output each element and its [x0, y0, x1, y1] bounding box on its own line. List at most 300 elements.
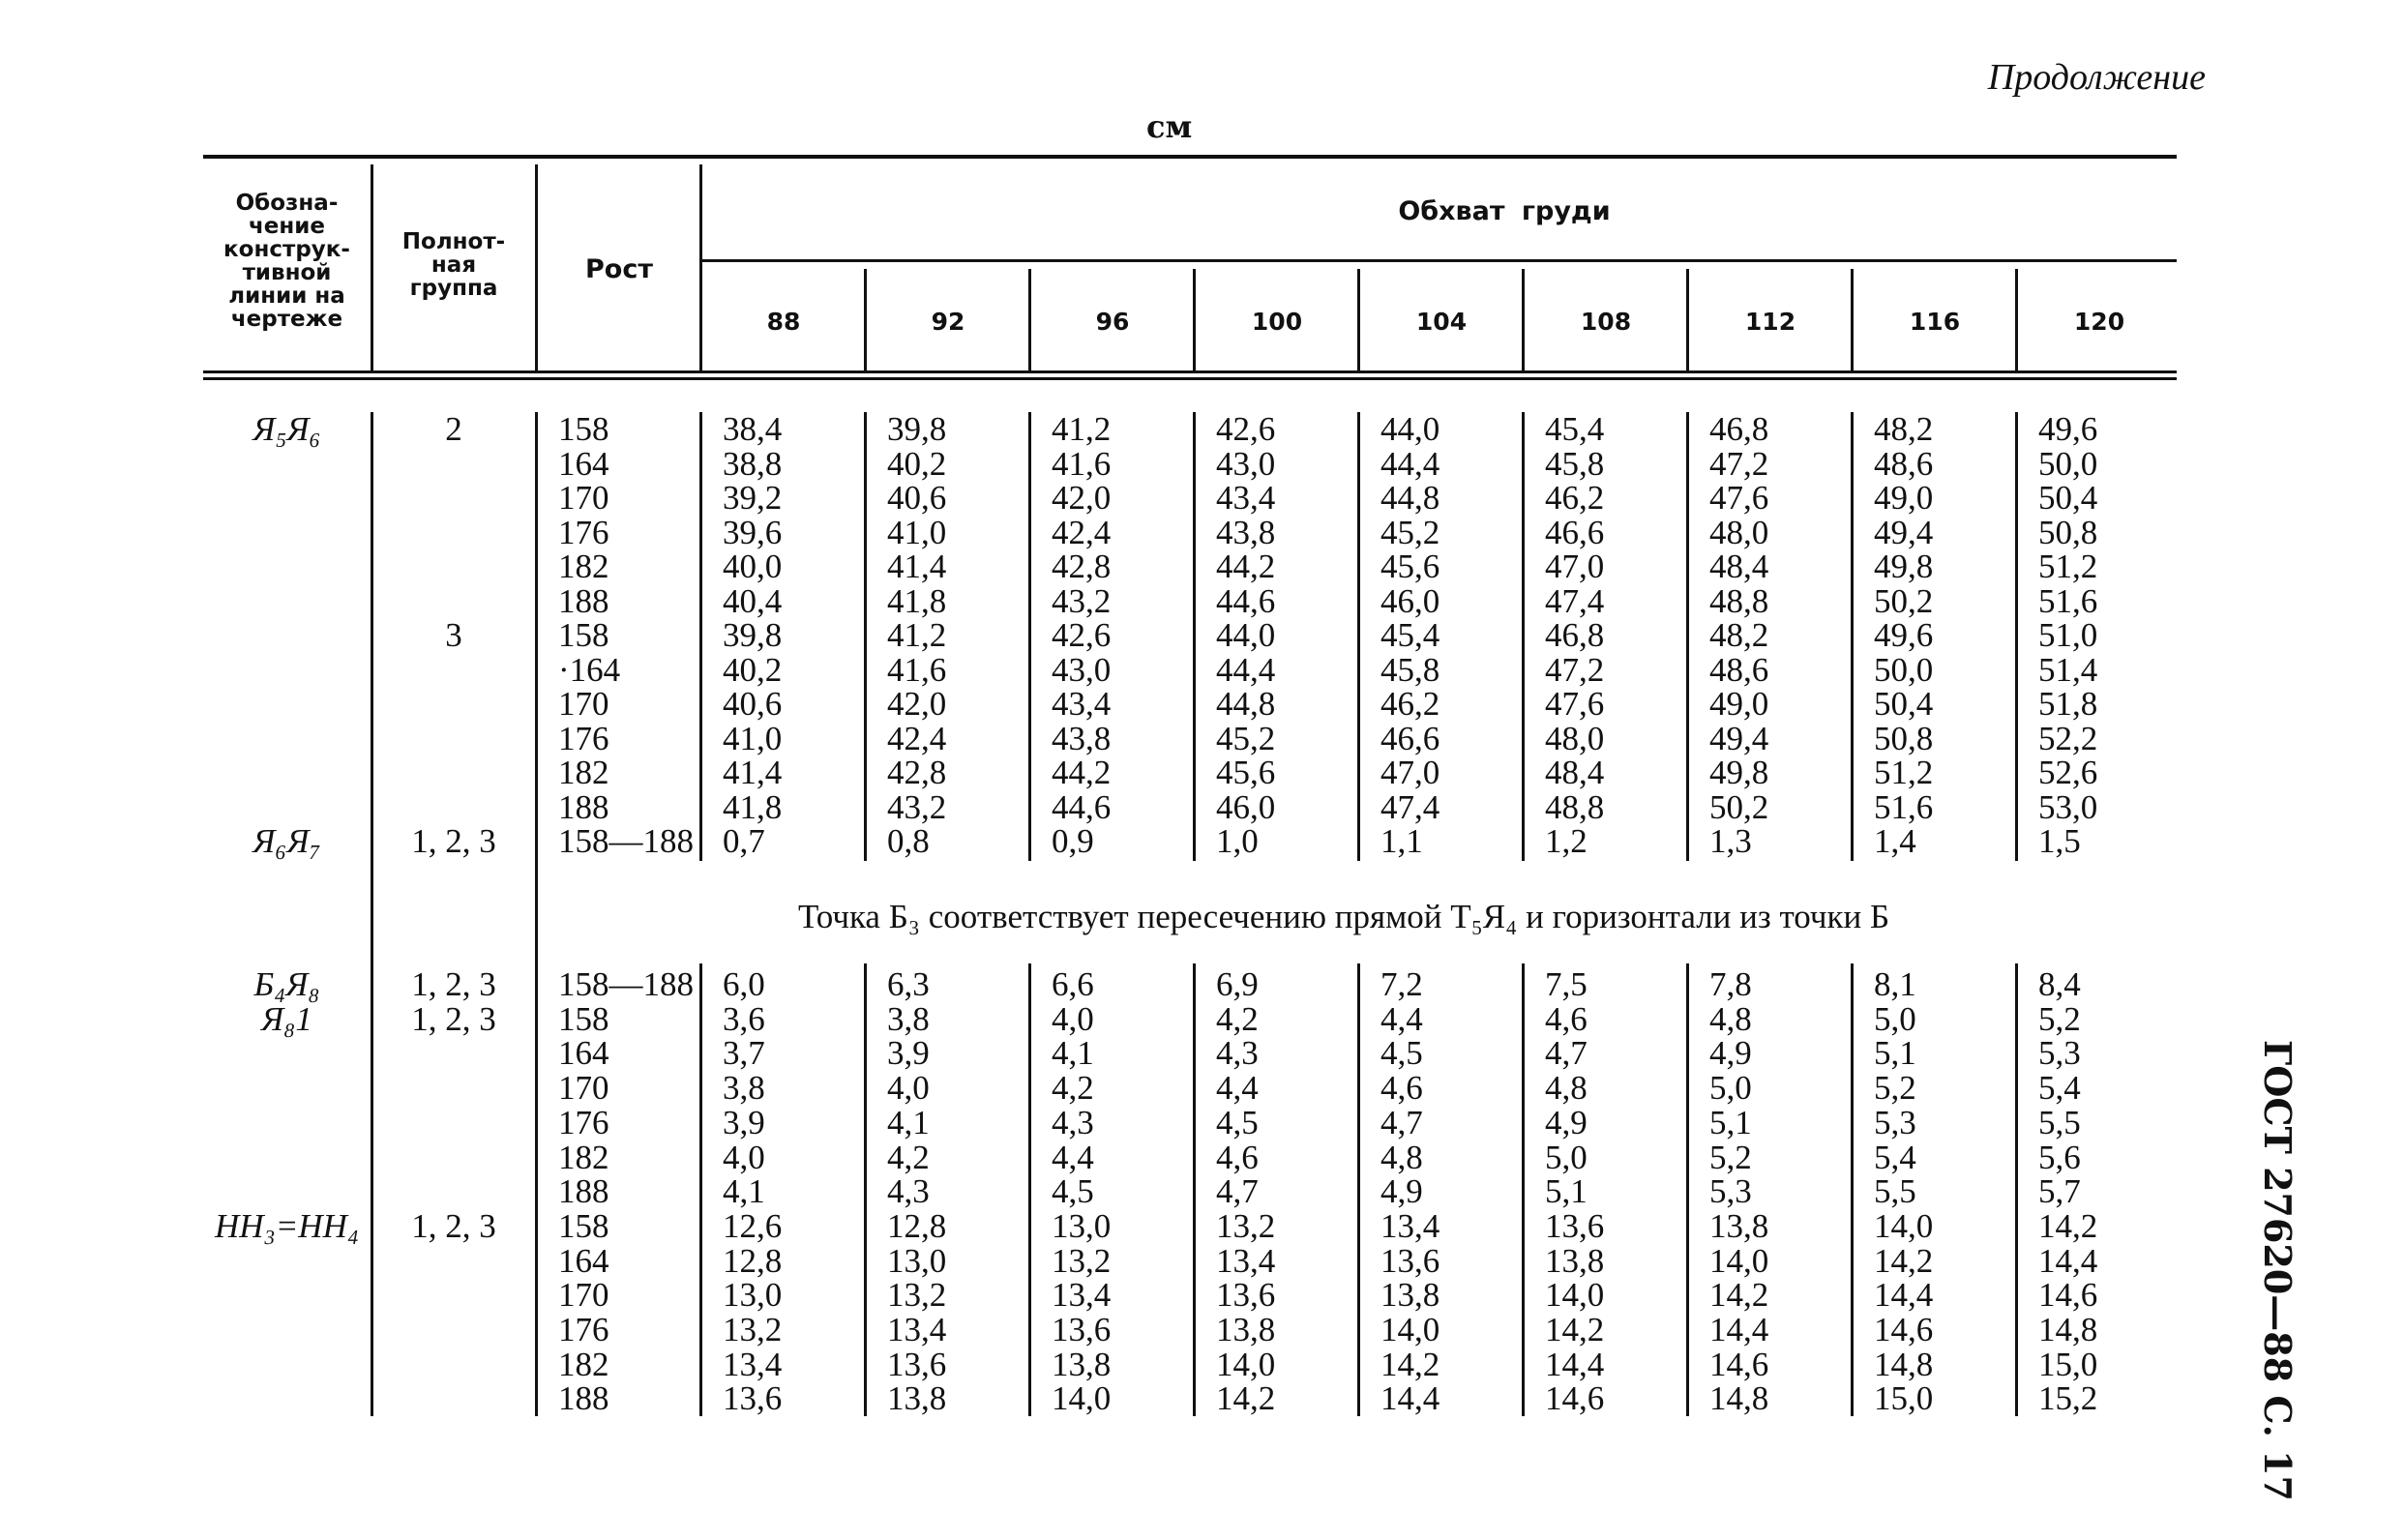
table-cell: 13,2: [723, 1311, 783, 1348]
table-cell: 43,4: [1216, 479, 1276, 517]
table-cell: 1,4: [1874, 822, 1916, 860]
table-cell: 42,6: [1216, 410, 1276, 448]
table-cell: 52,6: [2038, 754, 2098, 791]
table-cell: 49,0: [1874, 479, 1934, 517]
table-cell: 48,6: [1874, 444, 1934, 483]
row-height: 188: [558, 581, 609, 620]
table-cell: 14,2: [1709, 1276, 1769, 1315]
table-cell: 43,0: [1216, 444, 1276, 483]
table-cell: 50,8: [2038, 513, 2098, 551]
table-cell: 6,6: [1052, 965, 1094, 1003]
table-cell: 14,4: [1380, 1379, 1440, 1418]
table-cell: 49,8: [1709, 754, 1769, 791]
table-cell: 13,6: [1545, 1206, 1605, 1245]
table-cell: 14,2: [1545, 1311, 1605, 1348]
table-cell: 4,4: [1216, 1069, 1259, 1108]
table-cell: 5,7: [2038, 1172, 2081, 1211]
table-cell: 44,2: [1052, 754, 1112, 791]
header-chest-value: 92: [931, 308, 965, 336]
table-cell: 14,0: [1545, 1276, 1605, 1315]
table-cell: 49,4: [1874, 513, 1934, 551]
table-cell: 42,0: [887, 685, 947, 723]
table-cell: 44,8: [1216, 685, 1276, 723]
table-cell: 5,3: [1709, 1172, 1752, 1211]
table-cell: 40,4: [723, 581, 783, 620]
row-height: 158: [558, 410, 609, 448]
table-cell: 39,8: [887, 410, 947, 448]
table-cell: 4,7: [1545, 1034, 1588, 1073]
table-cell: 12,6: [723, 1206, 783, 1245]
table-cell: 13,2: [1052, 1241, 1112, 1280]
table-cell: 46,8: [1545, 616, 1605, 654]
table-cell: 49,0: [1709, 685, 1769, 723]
header-fullness-group: Полнот- ная группа: [401, 229, 506, 301]
table-cell: 4,2: [1052, 1069, 1094, 1108]
table-cell: 4,8: [1545, 1069, 1588, 1108]
table-cell: 50,4: [1874, 685, 1934, 723]
table-cell: 39,2: [723, 479, 783, 517]
header-rule-2: [203, 377, 2177, 380]
table-cell: 42,8: [887, 754, 947, 791]
body-col-divider: [699, 963, 702, 1416]
row-fullness-group: 1, 2, 3: [411, 822, 496, 860]
table-cell: 48,2: [1709, 616, 1769, 654]
row-height: 188: [558, 1172, 609, 1211]
table-cell: 44,4: [1380, 444, 1440, 483]
row-height: 170: [558, 1069, 609, 1108]
continuation-label: Продолжение: [1987, 57, 2206, 98]
table-cell: 1,5: [2038, 822, 2081, 860]
table-cell: 43,2: [887, 787, 947, 826]
table-cell: 13,4: [1052, 1276, 1112, 1315]
table-cell: 4,9: [1545, 1103, 1588, 1141]
table-cell: 47,4: [1380, 787, 1440, 826]
table-cell: 13,6: [1380, 1241, 1440, 1280]
table-cell: 5,2: [1874, 1069, 1916, 1108]
table-cell: 51,6: [1874, 787, 1934, 826]
table-cell: 5,5: [1874, 1172, 1916, 1211]
table-cell: 4,4: [1380, 999, 1423, 1038]
table-cell: 6,9: [1216, 965, 1259, 1003]
row-height: 182: [558, 548, 609, 585]
table-cell: 14,6: [1709, 1345, 1769, 1383]
table-cell: 3,8: [723, 1069, 765, 1108]
table-cell: 50,0: [1874, 650, 1934, 689]
table-cell: 13,6: [723, 1379, 783, 1418]
table-cell: 13,4: [1380, 1206, 1440, 1245]
table-cell: 4,7: [1380, 1103, 1423, 1141]
table-cell: 4,1: [887, 1103, 930, 1141]
table-cell: 47,0: [1545, 548, 1605, 585]
table-cell: 13,8: [1709, 1206, 1769, 1245]
table-cell: 39,8: [723, 616, 783, 654]
table-cell: 50,0: [2038, 444, 2098, 483]
body-chest-divider: [864, 412, 867, 861]
table-cell: 46,0: [1216, 787, 1276, 826]
row-line-label: Я₈1: [261, 999, 312, 1038]
table-cell: 41,0: [723, 719, 783, 757]
table-cell: 47,2: [1709, 444, 1769, 483]
table-cell: 4,0: [1052, 999, 1094, 1038]
row-fullness-group: 1, 2, 3: [411, 1206, 496, 1245]
table-cell: 45,2: [1216, 719, 1276, 757]
table-cell: 53,0: [2038, 787, 2098, 826]
row-height: 170: [558, 479, 609, 517]
table-cell: 13,8: [1380, 1276, 1440, 1315]
table-cell: 13,8: [887, 1379, 947, 1418]
table-cell: 51,8: [2038, 685, 2098, 723]
body-chest-divider: [1522, 963, 1525, 1416]
header-chest-value: 100: [1251, 308, 1303, 336]
table-cell: 45,6: [1216, 754, 1276, 791]
row-height: 176: [558, 513, 609, 551]
table-cell: 43,2: [1052, 581, 1112, 620]
table-cell: 5,2: [1709, 1138, 1752, 1176]
table-cell: 14,0: [1216, 1345, 1276, 1383]
table-cell: 43,8: [1216, 513, 1276, 551]
table-cell: 45,4: [1380, 616, 1440, 654]
header-chest-value: 104: [1415, 308, 1468, 336]
table-cell: 44,8: [1380, 479, 1440, 517]
table-cell: 5,4: [1874, 1138, 1916, 1176]
table-cell: 5,3: [1874, 1103, 1916, 1141]
body-chest-divider: [1193, 963, 1196, 1416]
table-cell: 49,6: [1874, 616, 1934, 654]
table-cell: 12,8: [723, 1241, 783, 1280]
table-cell: 14,4: [1545, 1345, 1605, 1383]
table-cell: 40,6: [723, 685, 783, 723]
row-height: 188: [558, 1379, 609, 1418]
table-cell: 13,8: [1216, 1311, 1276, 1348]
table-cell: 4,3: [887, 1172, 930, 1211]
table-cell: 4,5: [1216, 1103, 1259, 1141]
unit-label: см: [1146, 108, 1193, 145]
body-chest-divider: [1522, 412, 1525, 861]
table-cell: 7,5: [1545, 965, 1588, 1003]
table-cell: 14,2: [1216, 1379, 1276, 1418]
table-cell: 14,8: [2038, 1311, 2098, 1348]
note-text: Точка Б₃ соответствует пересечению прямой Т₅Я₄ и горизонтали из точки Б: [798, 898, 1890, 935]
table-cell: 48,0: [1545, 719, 1605, 757]
table-cell: 41,0: [887, 513, 947, 551]
table-cell: 41,6: [887, 650, 947, 689]
table-cell: 48,8: [1545, 787, 1605, 826]
row-height: 158: [558, 1206, 609, 1245]
row-height: 176: [558, 719, 609, 757]
table-cell: 41,2: [887, 616, 947, 654]
body-col-divider: [371, 963, 373, 1416]
body-chest-divider: [1686, 412, 1689, 861]
row-height: 158: [558, 999, 609, 1038]
table-cell: 51,2: [2038, 548, 2098, 585]
table-cell: 41,8: [723, 787, 783, 826]
body-col-divider: [371, 412, 373, 861]
table-cell: 38,4: [723, 410, 783, 448]
body-chest-divider: [2015, 963, 2018, 1416]
table-cell: 6,3: [887, 965, 930, 1003]
header-chest-value: 108: [1580, 308, 1632, 336]
table-cell: 14,2: [1874, 1241, 1934, 1280]
table-cell: 44,2: [1216, 548, 1276, 585]
header-height: Рост: [585, 254, 653, 284]
table-cell: 51,6: [2038, 581, 2098, 620]
table-cell: 47,2: [1545, 650, 1605, 689]
table-cell: 49,8: [1874, 548, 1934, 585]
table-cell: 14,0: [1874, 1206, 1934, 1245]
table-cell: 0,8: [887, 822, 930, 860]
table-cell: 4,9: [1709, 1034, 1752, 1073]
header-chest-value: 96: [1095, 308, 1130, 336]
table-cell: 46,6: [1380, 719, 1440, 757]
table-cell: 42,0: [1052, 479, 1112, 517]
row-fullness-group: 3: [445, 616, 462, 654]
table-cell: 47,0: [1380, 754, 1440, 791]
row-height: 176: [558, 1103, 609, 1141]
table-cell: 14,8: [1709, 1379, 1769, 1418]
table-cell: 42,4: [887, 719, 947, 757]
body-col-divider: [535, 412, 538, 861]
table-cell: 4,3: [1052, 1103, 1094, 1141]
table-cell: 1,0: [1216, 822, 1259, 860]
body-chest-divider: [1357, 963, 1360, 1416]
table-cell: 12,8: [887, 1206, 947, 1245]
table-cell: 13,8: [1545, 1241, 1605, 1280]
table-cell: 3,9: [887, 1034, 930, 1073]
table-cell: 47,4: [1545, 581, 1605, 620]
table-cell: 4,8: [1380, 1138, 1423, 1176]
table-cell: 4,5: [1052, 1172, 1094, 1211]
table-cell: 4,1: [723, 1172, 765, 1211]
table-cell: 48,4: [1709, 548, 1769, 585]
table-cell: 48,2: [1874, 410, 1934, 448]
table-cell: 4,6: [1216, 1138, 1259, 1176]
table-cell: 13,6: [887, 1345, 947, 1383]
table-cell: 4,2: [887, 1138, 930, 1176]
table-cell: 5,0: [1874, 999, 1916, 1038]
table-cell: 41,2: [1052, 410, 1112, 448]
row-height: 158: [558, 616, 609, 654]
table-cell: 46,6: [1545, 513, 1605, 551]
table-cell: 40,2: [887, 444, 947, 483]
table-cell: 14,4: [1874, 1276, 1934, 1315]
body-chest-divider: [864, 963, 867, 1416]
table-cell: 44,6: [1052, 787, 1112, 826]
table-cell: 15,2: [2038, 1379, 2098, 1418]
table-cell: 50,2: [1709, 787, 1769, 826]
table-cell: 13,0: [1052, 1206, 1112, 1245]
table-cell: 41,4: [887, 548, 947, 585]
header-chest-value: 120: [2073, 308, 2125, 336]
header-chest-value: 88: [766, 308, 801, 336]
table-cell: 3,9: [723, 1103, 765, 1141]
table-cell: 46,2: [1545, 479, 1605, 517]
table-cell: 5,4: [2038, 1069, 2081, 1108]
table-cell: 44,0: [1380, 410, 1440, 448]
table-cell: 50,2: [1874, 581, 1934, 620]
body-col-divider: [371, 861, 373, 963]
table-cell: 14,0: [1380, 1311, 1440, 1348]
table-cell: 4,6: [1380, 1069, 1423, 1108]
table-cell: 51,2: [1874, 754, 1934, 791]
table-cell: 41,8: [887, 581, 947, 620]
table-cell: 15,0: [1874, 1379, 1934, 1418]
table-cell: 1,1: [1380, 822, 1423, 860]
table-cell: 44,4: [1216, 650, 1276, 689]
body-col-divider: [699, 412, 702, 861]
table-cell: 39,6: [723, 513, 783, 551]
table-cell: 7,8: [1709, 965, 1752, 1003]
row-fullness-group: 2: [445, 410, 462, 448]
table-cell: 8,4: [2038, 965, 2081, 1003]
table-cell: 6,0: [723, 965, 765, 1003]
table-cell: 42,8: [1052, 548, 1112, 585]
table-cell: 48,0: [1709, 513, 1769, 551]
table-cell: 0,9: [1052, 822, 1094, 860]
table-cell: 46,0: [1380, 581, 1440, 620]
table-cell: 44,6: [1216, 581, 1276, 620]
table-cell: 14,6: [1545, 1379, 1605, 1418]
table-cell: 5,0: [1709, 1069, 1752, 1108]
header-rule-1: [203, 370, 2177, 373]
table-cell: 46,8: [1709, 410, 1769, 448]
table-cell: 13,2: [887, 1276, 947, 1315]
table-cell: 43,8: [1052, 719, 1112, 757]
table-cell: 45,4: [1545, 410, 1605, 448]
table-cell: 4,3: [1216, 1034, 1259, 1073]
table-cell: 13,6: [1052, 1311, 1112, 1348]
row-height: 170: [558, 685, 609, 723]
table-cell: 4,2: [1216, 999, 1259, 1038]
table-cell: 45,8: [1380, 650, 1440, 689]
table-cell: 49,4: [1709, 719, 1769, 757]
header-chest-value: 112: [1744, 308, 1796, 336]
table-cell: 48,4: [1545, 754, 1605, 791]
body-col-divider: [535, 963, 538, 1416]
table-cell: 41,4: [723, 754, 783, 791]
table-cell: 51,0: [2038, 616, 2098, 654]
body-chest-divider: [2015, 412, 2018, 861]
table-cell: 48,8: [1709, 581, 1769, 620]
body-chest-divider: [1028, 963, 1031, 1416]
table-cell: 45,6: [1380, 548, 1440, 585]
table-cell: 46,2: [1380, 685, 1440, 723]
row-height: 176: [558, 1311, 609, 1348]
table-cell: 14,8: [1874, 1345, 1934, 1383]
table-cell: 42,6: [1052, 616, 1112, 654]
table-cell: 14,4: [2038, 1241, 2098, 1280]
row-height: 182: [558, 1138, 609, 1176]
table-cell: 3,7: [723, 1034, 765, 1073]
table-cell: 4,0: [887, 1069, 930, 1108]
table-cell: 5,1: [1874, 1034, 1916, 1073]
table-cell: 14,6: [1874, 1311, 1934, 1348]
table-cell: 45,2: [1380, 513, 1440, 551]
table-cell: 13,2: [1216, 1206, 1276, 1245]
chest-subheader-rule: [701, 259, 2177, 262]
table-cell: 4,9: [1380, 1172, 1423, 1211]
table-cell: 5,2: [2038, 999, 2081, 1038]
table-cell: 49,6: [2038, 410, 2098, 448]
table-cell: 4,6: [1545, 999, 1588, 1038]
row-height: 164: [558, 1034, 609, 1073]
table-cell: 13,0: [723, 1276, 783, 1315]
table-cell: 13,4: [1216, 1241, 1276, 1280]
row-line-label: Я₆Я₇: [252, 822, 321, 860]
body-col-divider: [535, 861, 538, 963]
table-cell: 5,5: [2038, 1103, 2081, 1141]
table-cell: 5,0: [1545, 1138, 1588, 1176]
row-height: 170: [558, 1276, 609, 1315]
row-fullness-group: 1, 2, 3: [411, 965, 496, 1003]
table-cell: 4,8: [1709, 999, 1752, 1038]
table-cell: 13,4: [723, 1345, 783, 1383]
row-height: ·164: [558, 650, 621, 689]
table-cell: 14,0: [1709, 1241, 1769, 1280]
table-cell: 15,0: [2038, 1345, 2098, 1383]
header-chest-value: 116: [1909, 308, 1961, 336]
row-height: 158—188: [558, 965, 694, 1003]
table-cell: 47,6: [1709, 479, 1769, 517]
table-cell: 5,1: [1545, 1172, 1588, 1211]
header-designation: Обозна- чение конструк- тивной линии на чертеже: [223, 191, 350, 332]
body-chest-divider: [1686, 963, 1689, 1416]
body-chest-divider: [1851, 412, 1854, 861]
row-fullness-group: 1, 2, 3: [411, 999, 496, 1038]
table-cell: 14,2: [1380, 1345, 1440, 1383]
body-chest-divider: [1028, 412, 1031, 861]
table-cell: 42,4: [1052, 513, 1112, 551]
table-cell: 8,1: [1874, 965, 1916, 1003]
row-line-label: Я₅Я₆: [252, 410, 321, 448]
table-cell: 41,6: [1052, 444, 1112, 483]
table-cell: 43,4: [1052, 685, 1112, 723]
row-height: 188: [558, 787, 609, 826]
top-rule: [203, 155, 2177, 159]
row-height: 182: [558, 754, 609, 791]
body-chest-divider: [1357, 412, 1360, 861]
table-cell: 3,8: [887, 999, 930, 1038]
table-cell: 13,4: [887, 1311, 947, 1348]
side-standard-label: ГОСТ 27620—88 С. 17: [2256, 1040, 2300, 1501]
table-cell: 4,7: [1216, 1172, 1259, 1211]
table-cell: 44,0: [1216, 616, 1276, 654]
table-cell: 4,1: [1052, 1034, 1094, 1073]
body-chest-divider: [1193, 412, 1196, 861]
table-cell: 1,3: [1709, 822, 1752, 860]
table-cell: 43,0: [1052, 650, 1112, 689]
table-cell: 4,0: [723, 1138, 765, 1176]
table-cell: 51,4: [2038, 650, 2098, 689]
header-chest: Обхват груди: [1398, 196, 1611, 226]
table-cell: 5,3: [2038, 1034, 2081, 1073]
table-cell: 40,6: [887, 479, 947, 517]
table-cell: 38,8: [723, 444, 783, 483]
row-height: 158—188: [558, 822, 694, 860]
table-cell: 4,4: [1052, 1138, 1094, 1176]
table-cell: 3,6: [723, 999, 765, 1038]
table-cell: 40,2: [723, 650, 783, 689]
body-chest-divider: [1851, 963, 1854, 1416]
table-cell: 47,6: [1545, 685, 1605, 723]
table-cell: 14,6: [2038, 1276, 2098, 1315]
table-cell: 5,1: [1709, 1103, 1752, 1141]
table-cell: 1,2: [1545, 822, 1588, 860]
table-cell: 14,2: [2038, 1206, 2098, 1245]
table-cell: 52,2: [2038, 719, 2098, 757]
row-height: 164: [558, 444, 609, 483]
table-cell: 48,6: [1709, 650, 1769, 689]
table-cell: 14,0: [1052, 1379, 1112, 1418]
